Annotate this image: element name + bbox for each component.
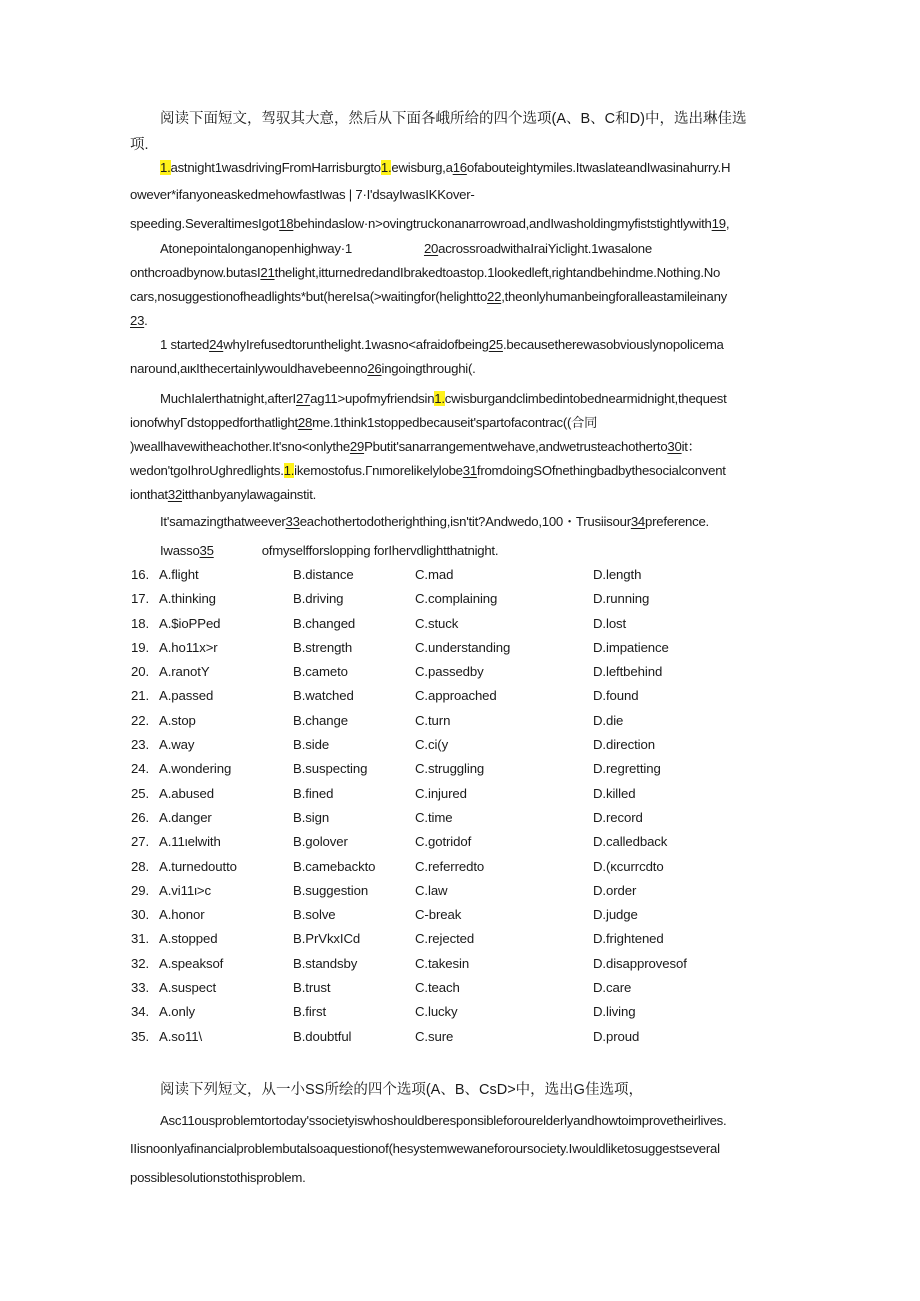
passage-line-9 xyxy=(130,360,790,378)
option-b: B.doubtful xyxy=(293,1028,352,1044)
question-number: 18. xyxy=(131,615,150,631)
option-b: B.distance xyxy=(293,567,354,582)
highlight-mark: 1. xyxy=(380,160,392,175)
passage-line-8 xyxy=(160,336,790,354)
highlight-mark: 1. xyxy=(160,160,171,175)
blank-20: 20 xyxy=(423,241,439,256)
text: )weallhavewitheachother.It'sno<onlythe xyxy=(130,439,350,454)
option-a: A.$ioPPed xyxy=(159,615,221,631)
blank-27: 27 xyxy=(295,391,311,406)
option-a: A.only xyxy=(159,1004,196,1020)
blank-31: 31 xyxy=(462,463,477,478)
text: Iwasso xyxy=(160,543,200,558)
option-b: B.golover xyxy=(293,834,348,850)
text: ionthat xyxy=(130,487,168,502)
option-d: D.running xyxy=(593,591,650,607)
option-a: A.stopped xyxy=(159,931,218,947)
blank-18: 18 xyxy=(279,216,294,231)
option-b: B.cameto xyxy=(293,664,348,680)
question-number: 22. xyxy=(131,712,150,728)
question-number: 21. xyxy=(131,688,150,704)
passage-line-7 xyxy=(130,312,790,330)
option-row xyxy=(131,711,731,735)
question-number: 33. xyxy=(131,980,150,996)
option-c: C.approached xyxy=(415,688,497,704)
option-a: A.ranotY xyxy=(159,664,210,680)
passage-line-12 xyxy=(130,438,790,456)
option-d: D.disapprovesof xyxy=(593,955,687,971)
option-d: D.proud xyxy=(593,1028,640,1044)
option-b: B.solve xyxy=(293,907,336,923)
option-row xyxy=(131,638,731,662)
option-a: A.honor xyxy=(159,907,205,923)
blank-23: 23 xyxy=(130,313,145,328)
passage-line-11 xyxy=(130,414,790,432)
blank-17: | xyxy=(348,187,352,202)
question-number: 30. xyxy=(131,907,150,923)
option-d: D.calledback xyxy=(593,834,668,850)
option-c: C.passedby xyxy=(415,664,484,680)
text: ag11>upofmyfriendsin xyxy=(310,391,435,406)
text: . xyxy=(144,313,148,328)
text: behindaslow·n>ovingtruckonanarrowroad,andIwasholdingmyfiststightlywith xyxy=(293,216,712,231)
option-c: C.takesin xyxy=(415,955,470,971)
text: eachothertodotherighthing,isn'tit?Andwedo,100・Trusiisour xyxy=(299,514,631,529)
option-d: D.found xyxy=(593,688,639,704)
question-number: 23. xyxy=(131,737,150,753)
option-row xyxy=(131,905,731,929)
option-a: A.passed xyxy=(159,688,214,704)
section1-instruction: 阅读下面短文，驾驭其大意，然后从下面各峨所给的四个选项(A、B、C和D)中，选出琳佳选 xyxy=(160,111,747,127)
option-row xyxy=(131,784,731,808)
passage-line-15 xyxy=(160,513,790,531)
option-b: B.strength xyxy=(293,639,353,655)
passage-line-2 xyxy=(130,186,790,204)
option-row xyxy=(131,1027,731,1051)
option-a: A.vi11ι>c xyxy=(159,882,211,898)
blank-30: 30 xyxy=(667,439,682,454)
blank-25: 25 xyxy=(488,337,503,352)
option-b: B.changed xyxy=(293,615,356,631)
option-d: D.leftbehind xyxy=(593,664,663,680)
text: it： xyxy=(681,439,701,454)
option-c: C.turn xyxy=(415,712,451,728)
option-a: A.abused xyxy=(159,785,214,801)
option-b: B.suspecting xyxy=(293,761,368,777)
option-d: D.length xyxy=(593,567,642,582)
option-a: A.way xyxy=(159,737,195,753)
blank-21: 21 xyxy=(260,265,275,280)
text: ionofwhyΓdstoppedforthatlight xyxy=(130,415,298,430)
option-row xyxy=(131,614,731,638)
blank-33: 33 xyxy=(285,514,300,529)
option-d: D.frightened xyxy=(593,931,664,947)
text: ofmyselfforslopping forIhervdlightthatnight. xyxy=(261,543,499,558)
option-d: D.die xyxy=(593,712,624,728)
text: ewisburg,a xyxy=(391,160,453,175)
text: ingoingthroughi(. xyxy=(381,361,476,376)
blank-24: 24 xyxy=(209,337,224,352)
option-c: C.gotridof xyxy=(415,834,472,850)
question-number: 35. xyxy=(131,1028,150,1044)
option-row xyxy=(131,1002,731,1026)
question-number: 16. xyxy=(131,567,150,582)
text: naround,aικIthecertainlywouldhavebeenno xyxy=(130,361,368,376)
option-a: A.suspect xyxy=(159,980,217,996)
option-a: A.danger xyxy=(159,809,212,825)
text: wedon'tgoIhroUghredlights. xyxy=(130,463,284,478)
option-d: D.regretting xyxy=(593,761,661,777)
text: cars,nosuggestionofheadlights*but(hereIsa(>waitingfor(helightto xyxy=(130,289,488,304)
option-c: C.ci(y xyxy=(415,737,449,753)
option-row xyxy=(131,662,731,686)
option-d: D.living xyxy=(593,1004,636,1020)
blank-29: 29 xyxy=(349,439,365,454)
text: 7·I'dsayIwasIKKover- xyxy=(355,187,475,202)
text: It'samazingthatweever xyxy=(160,514,286,529)
option-row xyxy=(131,686,731,710)
option-b: B.standsby xyxy=(293,955,358,971)
passage-line-14 xyxy=(130,486,790,504)
question-number: 28. xyxy=(131,858,150,874)
text: Atonepointalonganopenhighway·1 xyxy=(160,241,352,256)
question-number: 20. xyxy=(131,664,150,680)
option-b: B.fined xyxy=(293,785,334,801)
option-a: A.speaksof xyxy=(159,955,224,971)
blank-22: 22 xyxy=(487,289,502,304)
option-b: B.trust xyxy=(293,980,331,996)
option-row xyxy=(131,978,731,1002)
option-c: C.time xyxy=(415,809,453,825)
question-number: 19. xyxy=(131,639,150,655)
option-c: C.understanding xyxy=(415,639,511,655)
text: ikemostofus.Γnιmorelikelylobe xyxy=(294,463,463,478)
section1-instruction-cont: 项. xyxy=(130,137,149,153)
text: MuchIalerthatnight,afterI xyxy=(160,391,296,406)
option-d: D.care xyxy=(593,980,632,996)
option-d: D.judge xyxy=(593,907,638,923)
option-row xyxy=(131,881,731,905)
option-b: B.change xyxy=(293,712,348,728)
blank-26: 26 xyxy=(367,361,382,376)
option-c: C.referredto xyxy=(415,858,485,874)
blank-35: 35 xyxy=(199,543,214,558)
passage-line-13 xyxy=(130,462,790,480)
text: me.1think1stoppedbecauseit'spartofacontrac((合同 xyxy=(312,415,598,430)
option-b: B.suggestion xyxy=(293,882,369,898)
question-number: 34. xyxy=(131,1004,150,1020)
blank-32: 32 xyxy=(167,487,183,502)
option-row xyxy=(131,589,731,613)
option-c: C.lucky xyxy=(415,1004,458,1020)
passage-line-6 xyxy=(130,288,790,306)
text: acrossroadwithaIraiYiclight.1wasalone xyxy=(438,241,652,256)
option-row xyxy=(131,857,731,881)
option-d: D.killed xyxy=(593,785,636,801)
option-c: C.law xyxy=(415,882,448,898)
text: preference. xyxy=(645,514,709,529)
text: speeding.SeveraltimesIgot xyxy=(130,216,280,231)
option-c: C.complaining xyxy=(415,591,498,607)
option-a: A.flight xyxy=(159,567,199,582)
text: Pbutit'sanarrangementwehave,andwetrusteachotherto xyxy=(364,439,668,454)
option-a: A.wondering xyxy=(159,761,232,777)
passage-line-3 xyxy=(130,215,790,233)
highlight-mark: 1. xyxy=(283,463,295,478)
question-number: 27. xyxy=(131,834,150,850)
section2-instruction: 阅读下列短文，从一小SS所绘的四个选项(A、B、CsD>中，选出G佳选项， xyxy=(160,1082,643,1098)
option-b: B.watched xyxy=(293,688,354,704)
question-number: 29. xyxy=(131,882,150,898)
option-a: A.stop xyxy=(159,712,196,728)
option-c: C.injured xyxy=(415,785,467,801)
option-d: D.(κcurrcdto xyxy=(593,858,664,874)
question-number: 32. xyxy=(131,955,150,971)
text: fromdoingSOfnethingbadbythesocialconvent xyxy=(476,463,726,478)
option-a: A.11ιelwith xyxy=(159,834,221,850)
passage-line-5 xyxy=(130,264,790,282)
option-row xyxy=(131,565,731,589)
option-d: D.record xyxy=(593,809,643,825)
highlight-mark: 1. xyxy=(434,391,445,406)
option-a: A.thinking xyxy=(159,591,216,607)
option-row xyxy=(131,929,731,953)
option-d: D.direction xyxy=(593,737,655,753)
option-b: B.first xyxy=(293,1004,327,1020)
option-d: D.order xyxy=(593,882,637,898)
option-d: D.impatience xyxy=(593,639,669,655)
option-c: C.stuck xyxy=(415,615,459,631)
option-c: C.rejected xyxy=(415,931,475,947)
option-b: B.camebackto xyxy=(293,858,376,874)
option-a: A.turnedoutto xyxy=(159,858,237,874)
blank-28: 28 xyxy=(297,415,313,430)
text: .becausetherewasobviouslynopolicema xyxy=(502,337,724,352)
text: ofabouteightymiles.ItwaslateandIwasinahurry.H xyxy=(466,160,731,175)
text: itthanbyanylawagainstit. xyxy=(182,487,317,502)
question-number: 17. xyxy=(131,591,150,607)
option-b: B.PrVkxICd xyxy=(293,931,361,947)
option-b: B.driving xyxy=(293,591,344,607)
option-c: C.sure xyxy=(415,1028,454,1044)
text: astnight1wasdrivingFromHarrisburgto xyxy=(170,160,381,175)
text: whyIrefusedtorunthelight.1wasno<afraidofbeing xyxy=(223,337,489,352)
section2-paragraph-line-1: Asc11ousproblemtortoday'ssocietyiswhoshouldberesponsibleforourelderlyandhowtoimprovetheirlives. xyxy=(160,1113,727,1128)
option-a: A.ho11x>r xyxy=(159,639,218,655)
passage-line-16 xyxy=(160,542,790,560)
text: cwisburgandclimbedintobednearmidnight,thequest xyxy=(444,391,727,406)
option-b: B.sign xyxy=(293,809,330,825)
question-number: 31. xyxy=(131,931,150,947)
blank-19: 19 xyxy=(711,216,726,231)
options-list xyxy=(131,565,731,1051)
text: onthcroadbynow.butasI xyxy=(130,265,261,280)
option-row xyxy=(131,735,731,759)
option-row xyxy=(131,954,731,978)
section2-paragraph-line-3: possiblesolutionstothisproblem. xyxy=(130,1170,306,1185)
option-c: C.mad xyxy=(415,567,454,582)
option-d: D.lost xyxy=(593,615,627,631)
option-c: C.teach xyxy=(415,980,460,996)
text: owever*ifanyoneaskedmehowfastIwas xyxy=(130,187,346,202)
text: 1 started xyxy=(160,337,210,352)
option-row xyxy=(131,759,731,783)
passage-line-4 xyxy=(160,240,790,258)
question-number: 24. xyxy=(131,761,150,777)
passage-line-10 xyxy=(160,390,790,408)
option-a: A.so11\ xyxy=(159,1028,203,1044)
option-b: B.side xyxy=(293,737,330,753)
option-row xyxy=(131,832,731,856)
text: ,theonlyhumanbeingforalleastamileinany xyxy=(501,289,728,304)
passage-line-1 xyxy=(160,159,790,177)
text: thelight,itturnedredandIbrakedtoastop.1lookedleft,rightandbehindme.Nothing.No xyxy=(274,265,721,280)
text: , xyxy=(725,216,730,231)
blank-34: 34 xyxy=(630,514,646,529)
option-c: C-break xyxy=(415,907,462,923)
option-c: C.struggling xyxy=(415,761,485,777)
blank-16: 16 xyxy=(452,160,467,175)
option-row xyxy=(131,808,731,832)
section2-paragraph-line-2: IIisnoonlyafinancialproblembutalsoaquestionof(hesystemwewaneforoursociety.Iwouldliketosuggestseveral xyxy=(130,1141,720,1156)
question-number: 25. xyxy=(131,785,150,801)
question-number: 26. xyxy=(131,809,150,825)
